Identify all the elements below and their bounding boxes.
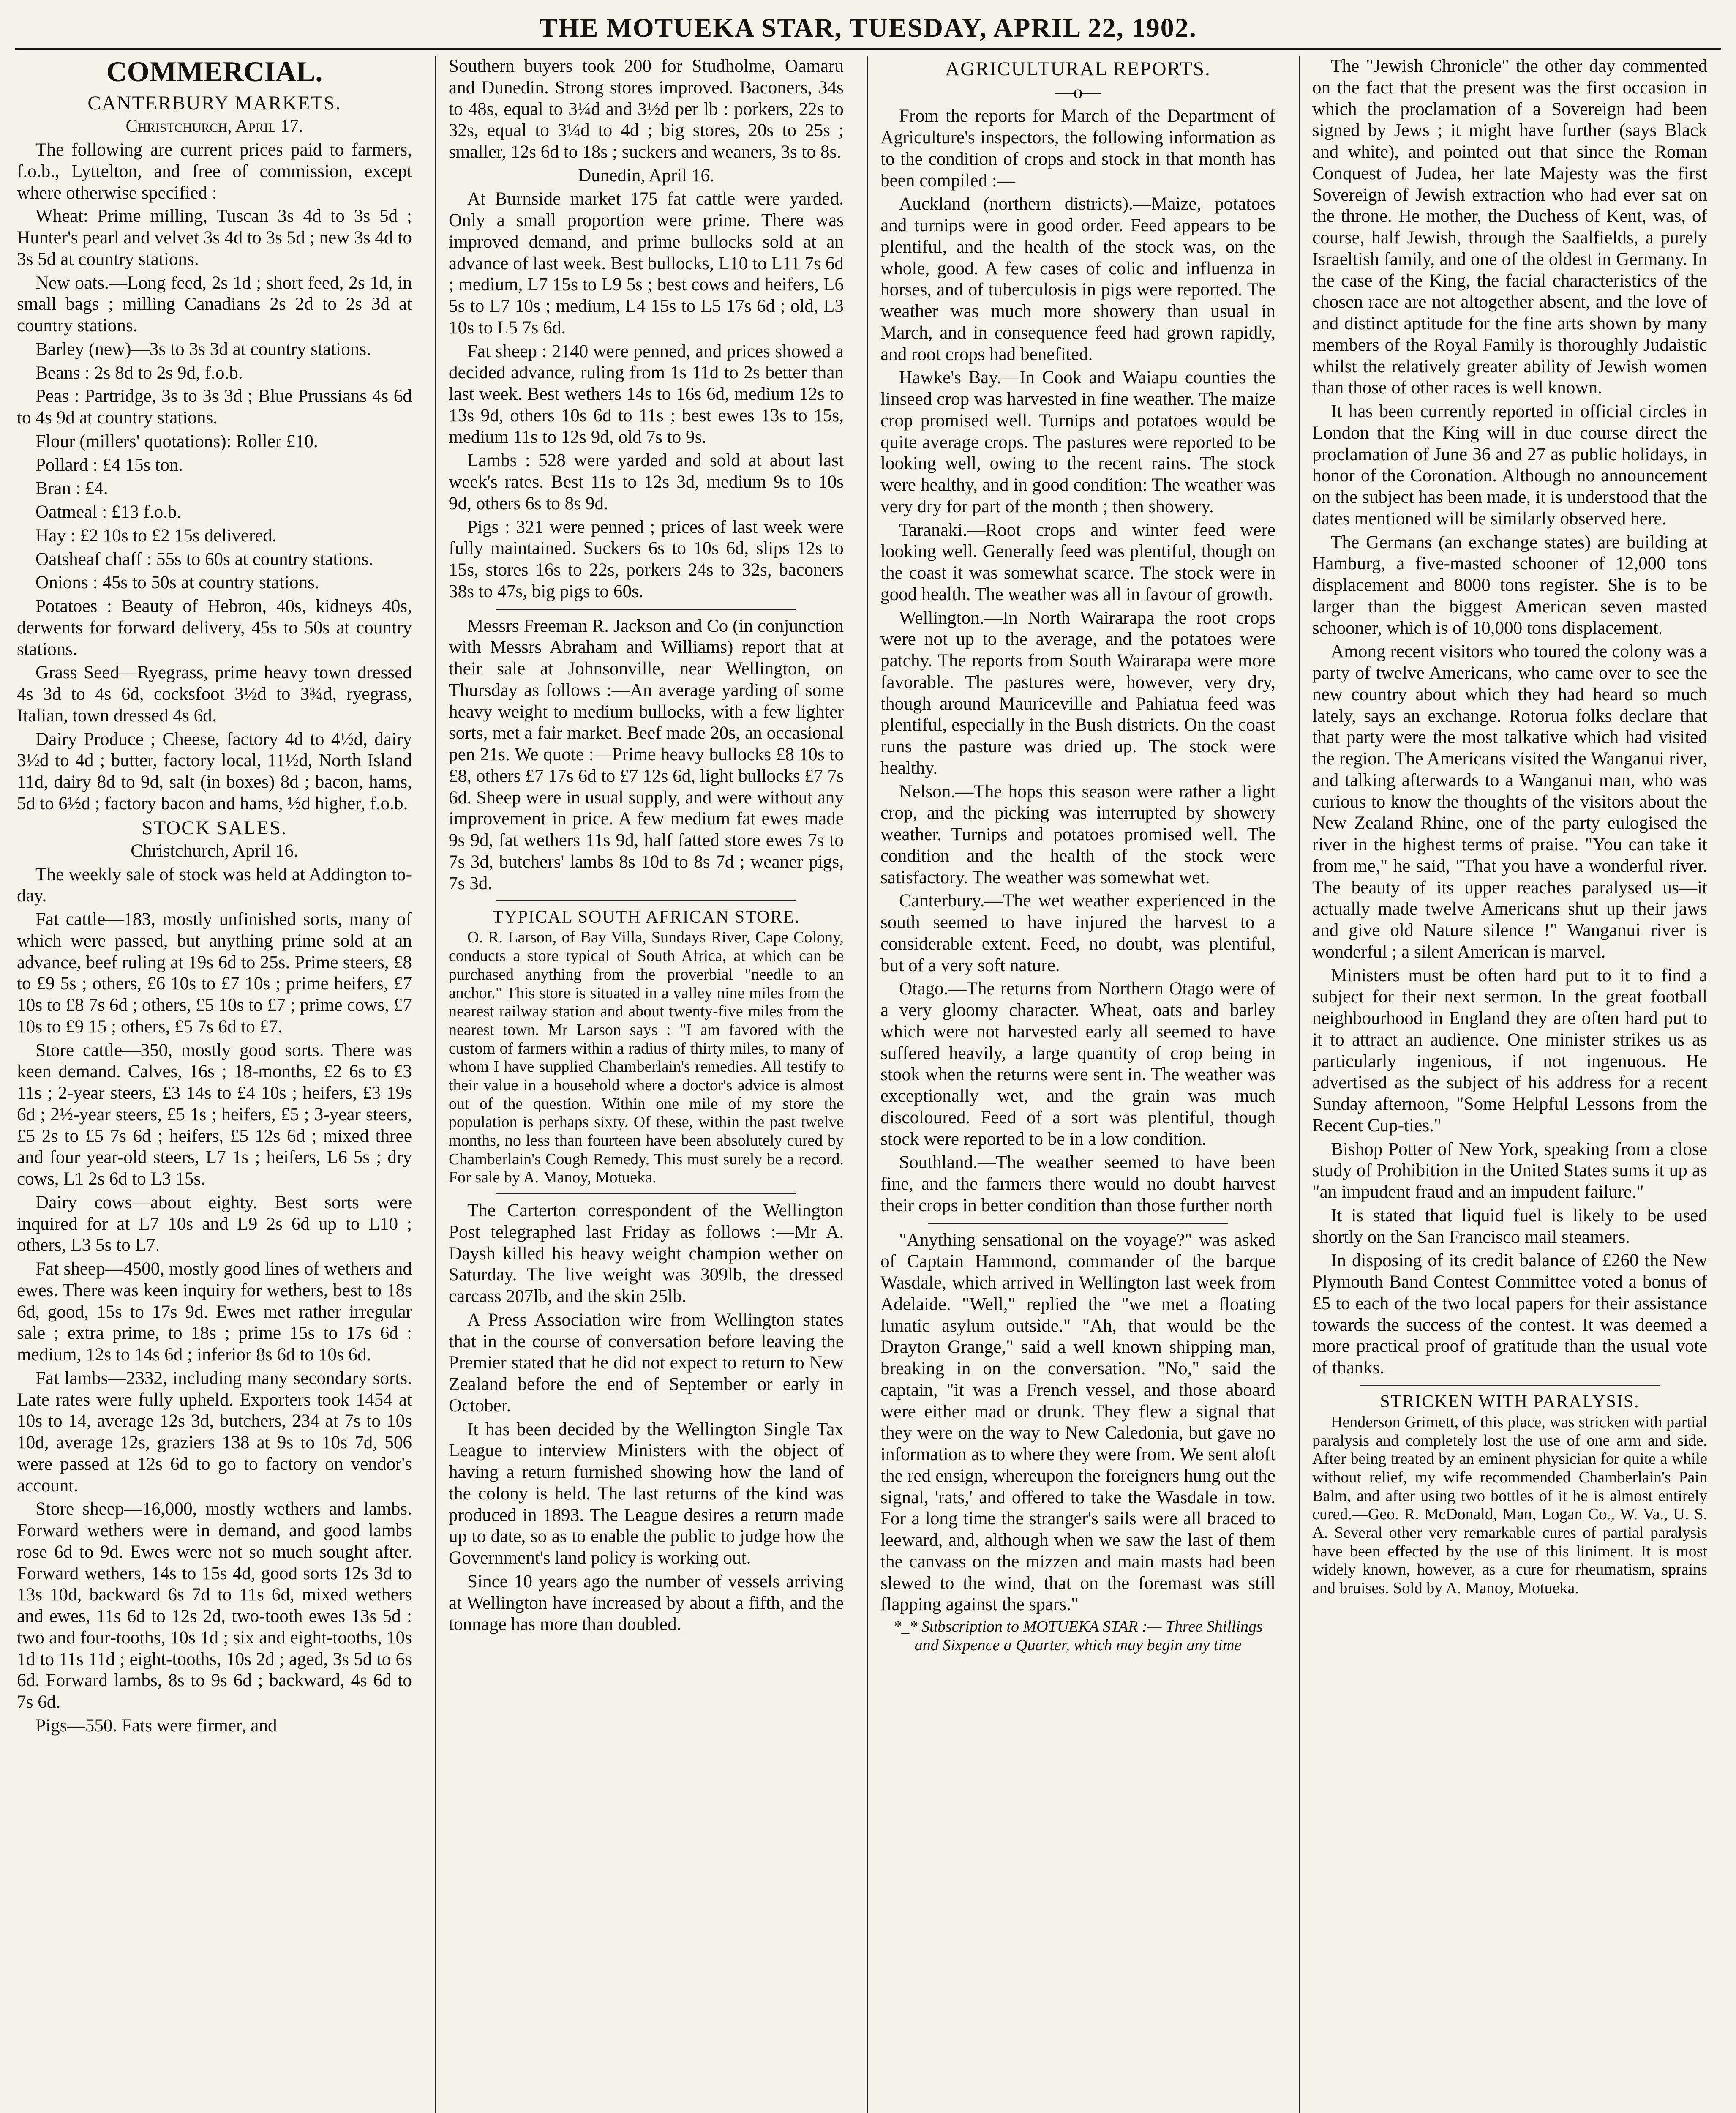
markets-para: Oatsheaf chaff : 55s to 60s at country stations. — [35, 549, 373, 569]
news-para: In disposing of its credit balance of £260 the New Plymouth Band Contest Committee voted a bonus of £5 to each of the two local papers for their assistance towards the success of the contest. It was deemed a more practical proof of gratitude than the usual vote of thanks. — [1312, 1250, 1707, 1378]
ornament-divider: —o— — [1055, 82, 1101, 102]
carterton-para: The Carterton correspondent of the Wellington Post telegraphed last Friday as follows :—Mr A. Daysh killed his heavy weight champion wether on Saturday. The live weight was 309lb, the dressed carcass 207lb, and the skin 25lb. — [449, 1201, 844, 1307]
masthead: THE MOTUEKA STAR, TUESDAY, APRIL 22, 1902. — [15, 8, 1721, 50]
subscription-notice: *_* Subscription to MOTUEKA STAR :— Three Shillings and Sixpence a Quarter, which may begin any time — [893, 1618, 1263, 1654]
vessels-para: Since 10 years ago the number of vessels arriving at Wellington have increased by about a fifth, and the tonnage has more than doubled. — [449, 1571, 844, 1635]
agri-para: Southland.—The weather seemed to have been fine, and the farmers there would no doubt harvest their crops in better condition than those further north — [880, 1152, 1275, 1215]
press-association-para: A Press Association wire from Wellington states that in the course of conversation before leaving the Premier stated that he did not expect to return to New Zealand before the end of September or early in October. — [449, 1310, 844, 1416]
column-2 — [449, 56, 844, 2113]
markets-para: Barley (new)—3s to 3s 3d at country stations. — [35, 339, 371, 359]
paralysis-heading: STRICKEN WITH PARALYSIS. — [1380, 1392, 1640, 1411]
south-african-store-heading: TYPICAL SOUTH AFRICAN STORE. — [492, 907, 800, 927]
agri-para: Wellington.—In North Wairarapa the root crops were not up to the average, and the potatoes were patchy. The reports from South Wairarapa were more favorable. The pastures were, however, very dry, though around Mauriceville and Pahiatua feed was plentiful, especially in the Bush districts. On the coast runs the pasture was dried up. The stock were healthy. — [880, 608, 1275, 778]
column-4 — [1312, 56, 1707, 2113]
markets-dateline: Christchurch, April 17. — [125, 116, 303, 136]
markets-para: Potatoes : Beauty of Hebron, 40s, kidneys 40s, derwents for forward delivery, 45s to 50s at country stations. — [17, 596, 412, 659]
stock-para: The weekly sale of stock was held at Addington to-day. — [17, 864, 412, 906]
agri-para: Auckland (northern districts).—Maize, potatoes and turnips were in good order. Feed appears to be plentiful, and the health of the stock was, on the whole, good. A few cases of colic and influenza in horses, and of tuberculosis in pigs were reported. The weather was much more showery than usual in March, and in consequence feed had grown rapidly, and root crops had benefited. — [880, 194, 1275, 364]
agri-para: Canterbury.—The wet weather experienced in the south seemed to have injured the harvest to a considerable extent. Feed, no doubt, was plentiful, but of a very soft nature. — [880, 891, 1275, 975]
section-divider — [496, 609, 796, 610]
stock-para: Fat cattle—183, mostly unfinished sorts, many of which were passed, but anything prime sold at an advance, beef ruling at 19s 6d to 25s. Prime steers, £8 to £9 5s ; others, £6 10s to £7 10s ; prime heifers, £7 10s to £8 7s 6d ; others, £5 10s to £7 ; prime cows, £7 10s to £9 15 ; others, £5 7s 6d to £7. — [17, 909, 412, 1037]
markets-para: Dairy Produce ; Cheese, factory 4d to 4½d, dairy 3½d to 4d ; butter, factory local, 11½d, North Island 11d, dairy 8d to 9d, salt (in boxes) 8d ; bacon, hams, 5d to 6½d ; factory bacon and hams, ½d higher, f.o.b. — [17, 729, 412, 814]
agri-para: Taranaki.—Root crops and winter feed were looking well. Generally feed was plentiful, though on the coast it was somewhat scarce. The stock were in good health. The weather was all in favour of growth. — [880, 520, 1275, 604]
news-para: Ministers must be often hard put to it to find a subject for their next sermon. In the great football neighbourhood in England they are often hard put to it to attract an audience. One minister strikes us as particularly ingenious, if not ingenuous. He advertised as the subject of his address for a recent Sunday afternoon, "Some Helpful Lessons from the Recent Cup-ties." — [1312, 965, 1707, 1136]
stock-para: Pigs—550. Fats were firmer, and — [35, 1715, 277, 1736]
stock-dateline: Christchurch, April 16. — [131, 841, 298, 861]
markets-para: Oatmeal : £13 f.o.b. — [35, 502, 182, 522]
news-para: The Germans (an exchange states) are building at Hamburg, a five-masted schooner of 12,000 tons displacement and 8000 tons register. She is to be larger than the biggest American seven masted schooner, which is of 10,000 tons displacement. — [1312, 532, 1707, 638]
markets-para: Pollard : £4 15s ton. — [35, 455, 183, 475]
agri-para: Hawke's Bay.—In Cook and Waiapu counties the linseed crop was harvested in fine weather. The maize crop promised well. Turnips and potatoes would be quite average crops. The pastures were reported to be looking well, owing to the recent rains. The stock were healthy, and in good condition: The weather was very dry for part of the month ; then showery. — [880, 368, 1275, 516]
voyage-story: "Anything sensational on the voyage?" was asked of Captain Hammond, commander of the barque Wasdale, which arrived in Wellington last week from Adelaide. "Well," replied the "we met a floating lunatic asylum outside." "Ah, that would be the Drayton Grange," said a well known shipping man, breaking in on the conversation. "No," said the captain, "it was a French vessel, and those aboard were either mad or drunk. They flew a signal that they were on the way to New Caledonia, but gave no information as to where they were from. We sent aloft the red ensign, whereupon the foreigners hung out the signal, 'rats,' and offered to take the Wasdale in tow. For a long time the stranger's sails were all braced to leeward, and, although when we saw the last of them the canvass on the mizzen and main masts had been slewed to the wind, that on the foremast was still flapping against the spars." — [880, 1230, 1275, 1615]
agri-para: Otago.—The returns from Northern Otago were of a very gloomy character. Wheat, oats and barley which were not harvested early all seemed to have suffered heavily, a large quantity of crop being in stook when the returns were sent in. The weather was exceptionally wet, and the grain was much discoloured. Feed of a sort was plentiful, though stock were reported to be in a low condition. — [880, 979, 1275, 1149]
markets-para: Peas : Partridge, 3s to 3s 3d ; Blue Prussians 4s 6d to 4s 9d at country stations. — [17, 386, 412, 428]
dunedin-para: Lambs : 528 were yarded and sold at about last week's rates. Best 11s to 12s 3d, medium 9s to 10s 9d, others 6s to 8s 9d. — [449, 450, 844, 513]
markets-para: Hay : £2 10s to £2 15s delivered. — [35, 525, 277, 546]
column-3 — [880, 56, 1275, 2113]
stock-para: Dairy cows—about eighty. Best sorts were inquired for at L7 10s and L9 2s 6d up to L10 ; others, L3 5s to L7. — [17, 1192, 412, 1256]
news-para: It has been currently reported in official circles in London that the King will in due course direct the proclamation of June 36 and 27 as public holidays, in honor of the Coronation. Although no announcement on the subject has been made, it is understood that the dates mentioned will be similarly observed here. — [1312, 401, 1707, 529]
section-divider — [1360, 1385, 1660, 1386]
continued-para: Southern buyers took 200 for Studholme, Oamaru and Dunedin. Strong stores improved. Baconers, 34s to 48s, equal to 3¼d and 3½d per lb : porkers, 22s to 32s, equal to 3¼d to 4d ; big stores, 20s to 25s ; smaller, 12s 6d to 18s ; suckers and weaners, 3s to 8s. — [449, 56, 844, 162]
news-para: Among recent visitors who toured the colony was a party of twelve Americans, who came over to see the new country about which they had heard so much lately, says an exchange. Rotorua folks declare that that party were the most talkative which had visited the region. The Americans visited the Wanganui river, and talking afterwards to a Wanganui man, who was curious to know the thoughts of the visitors about the New Zealand Rhine, one of the party eulogised the river in the highest terms of praise. "You can take it from me," he said, "That you have a wonderful river. The beauty of its upper reaches paralysed us—it actually made twelve Americans shut up their jaws and give old Nature silence !" Wanganui river is wonderful ; a silent American is marvel. — [1312, 642, 1707, 962]
column-1 — [17, 56, 412, 2113]
stock-para: Store sheep—16,000, mostly wethers and lambs. Forward wethers were in demand, and good lambs rose 6d to 9d. Ewes were not so much sought after. Forward wethers, 14s to 15s 4d, good sorts 12s 3d to 13s 10d, backward 6s 7d to 11s 6d, mixed wethers and ewes, 11s 6d to 12s 2d, two-tooth ewes 13s 5d : two and four-tooths, 10s 1d ; six and eight-tooths, 10s 1d to 11s 11d ; eight-tooths, 10s 2d ; aged, 3s 5d to 6s 6d. Forward lambs, 8s to 9s 6d ; backward, 4s 6d to 7s 6d. — [17, 1499, 412, 1712]
dunedin-para: Fat sheep : 2140 were penned, and prices showed a decided advance, ruling from 1s 11d to 2s better than last week. Best wethers 14s to 16s 6d, medium 12s to 13s 9d, others 10s 6d to 11s ; best ewes 13s to 15s, medium 11s to 12s 9d, old 7s to 9s. — [449, 341, 844, 447]
agricultural-reports-heading: AGRICULTURAL REPORTS. — [945, 58, 1211, 80]
south-african-store-text: O. R. Larson, of Bay Villa, Sundays River, Cape Colony, conducts a store typical of South Africa, at which can be purchased anything from the proverbial "needle to an anchor." This store is situated in a valley nine miles from the nearest railway station and about twenty-five miles from the nearest town. Mr Larson says : "I am favored with the custom of farmers within a radius of thirty miles, to many of whom I have supplied Chamberlain's remedies. All testify to their value in a household where a doctor's advice is almost out of the question. Within one mile of my store the population is perhaps sixty. Of these, within the past twelve months, no less than fourteen have been absolutely cured by Chamberlain's Cough Remedy. This must surely be a record. For sale by A. Manoy, Motueka. — [449, 928, 844, 1187]
column-rule — [867, 56, 868, 2113]
stock-para: Store cattle—350, mostly good sorts. There was keen demand. Calves, 16s ; 18-months, £2 6s to £3 11s ; 2-year steers, £3 14s to £4 10s ; heifers, £3 19s 6d ; 2½-year steers, £5 1s ; heifers, £5 ; 3-year steers, £5 2s to £5 7s 6d ; heifers, £5 12s 6d ; mixed three and four year-old steers, L7 1s ; heifers, L6 5s ; dry cows, L1 2s 6d to L3 15s. — [17, 1040, 412, 1189]
stock-sales-heading: STOCK SALES. — [142, 816, 287, 839]
agri-para: From the reports for March of the Department of Agriculture's inspectors, the following information as to the condition of crops and stock in that month has been compiled :— — [880, 106, 1275, 191]
agri-para: Nelson.—The hops this season were rather a light crop, and the picking was interrupted by showery weather. Turnips and potatoes promised well. The condition and the health of the stock were satisfactory. The weather was somewhat wet. — [880, 781, 1275, 887]
markets-para: New oats.—Long feed, 2s 1d ; short feed, 2s 1d, in small bags ; milling Canadians 2s 2d to 2s 3d at country stations. — [17, 273, 412, 336]
single-tax-league-para: It has been decided by the Wellington Single Tax League to interview Ministers with the object of having a return furnished showing how the land of the colony is held. The last returns of the kind was produced in 1893. The League desires a return made up to date, so as to enable the public to judge how the Government's land policy is working out. — [449, 1419, 844, 1568]
column-rule — [435, 56, 436, 2113]
stock-para: Fat lambs—2332, including many secondary sorts. Late rates were fully upheld. Exporters took 1454 at 10s to 14, average 12s 3d, butchers, 234 at 7s to 10s 10d, average 12s, graziers 138 at 9s to 10s 7d, 506 were passed at 12s 6d to go to factory on vendor's account. — [17, 1368, 412, 1496]
markets-para: Flour (millers' quotations): Roller £10. — [35, 431, 318, 451]
dunedin-para: At Burnside market 175 fat cattle were yarded. Only a small proportion were prime. There was improved demand, and prime bullocks sold at an advance of last week. Best bullocks, L10 to L11 7s 6d ; medium, L7 15s to L9 5s ; best cows and heifers, L6 5s to L7 10s ; medium, L4 15s to L5 17s 6d ; old, L3 10s to L5 7s 6d. — [449, 189, 844, 338]
markets-para: Grass Seed—Ryegrass, prime heavy town dressed 4s 3d to 4s 6d, cocksfoot 3½d to 3¾d, ryegrass, Italian, town dressed 4s 6d. — [17, 663, 412, 726]
stock-para: Fat sheep—4500, mostly good lines of wethers and ewes. There was keen inquiry for wethers, best to 18s 6d, good, 15s to 17s 9d. Ewes met rather irregular sale ; extra prime, to 18s ; prime 15s to 17s 6d : medium, 12s to 14s 6d ; inferior 8s 6d to 10s 6d. — [17, 1259, 412, 1365]
news-para: The "Jewish Chronicle" the other day commented on the fact that the present was the first occasion in which the proclamation of a Sovereign had been signed by Jews ; it might have further (says Black and white), and pointed out that since the Roman Conquest of Judea, her late Majesty was the first Sovereign of Jewish extraction who had ever sat on the throne. He mother, the Duchess of Kent, was, of course, half Jewish, through the Saalfields, a purely Israeltish family, and one of the oldest in Germany. In the case of the King, the facial characteristics of the chosen race are not altogether absent, and the love of and distinct aptitude for the fine arts shown by many members of the Royal Family is thoroughly Judaistic whilst the relatively greater ability of Jewish women than those of other races is well known. — [1312, 56, 1707, 398]
section-divider — [928, 1223, 1228, 1224]
section-title-commercial: COMMERCIAL. — [106, 56, 323, 87]
dunedin-dateline: Dunedin, April 16. — [578, 165, 714, 186]
markets-para: Bran : £4. — [35, 478, 108, 499]
news-para: Bishop Potter of New York, speaking from a close study of Prohibition in the United States sums it up as "an impudent fraud and an impudent failure." — [1312, 1139, 1707, 1202]
markets-para: Wheat: Prime milling, Tuscan 3s 4d to 3s 5d ; Hunter's pearl and velvet 3s 4d to 3s 5d ; new 3s 4d to 3s 5d at country stations. — [17, 206, 412, 269]
paralysis-advert: Henderson Grimett, of this place, was stricken with partial paralysis and completely lost the use of one arm and side. After being treated by an eminent physician for quite a while without relief, my wife recommended Chamberlain's Pain Balm, and after using two bottles of it he is almost entirely cured.—Geo. R. McDonald, Man, Logan Co., W. Va., U. S. A. Several other very remarkable cures of partial paralysis have been effected by the use of this liniment. It is most widely known, however, as a cure for rheumatism, sprains and bruises. Sold by A. Manoy, Motueka. — [1312, 1413, 1707, 1597]
section-divider — [496, 900, 796, 901]
markets-para: Beans : 2s 8d to 2s 9d, f.o.b. — [35, 363, 243, 383]
section-divider — [496, 1193, 796, 1194]
canterbury-markets-heading: CANTERBURY MARKETS. — [87, 92, 341, 114]
news-para: It is stated that liquid fuel is likely to be used shortly on the San Francisco mail steamers. — [1312, 1205, 1707, 1247]
markets-para: Onions : 45s to 50s at country stations. — [35, 573, 319, 593]
column-rule — [1299, 56, 1300, 2113]
markets-para: The following are current prices paid to farmers, f.o.b., Lyttelton, and free of commission, except where otherwise specified : — [17, 140, 412, 203]
dunedin-para: Pigs : 321 were penned ; prices of last week were fully maintained. Suckers 6s to 10s 6d, slips 12s to 15s, stores 16s to 22s, porkers 24s to 32s, baconers 38s to 47s, big pigs to 60s. — [449, 517, 844, 601]
freeman-jackson-report: Messrs Freeman R. Jackson and Co (in conjunction with Messrs Abraham and Williams) report that at their sale at Johnsonville, near Wellington, on Thursday as follows :—An average yarding of some heavy weight to medium bullocks, with a few lighter sorts, met a fair market. Beef made 20s, an occasional pen 21s. We quote :—Prime heavy bullocks £8 10s to £8, others £7 17s 6d to £7 12s 6d, light bullocks £7 7s 6d. Sheep were in usual supply, and were without any improvement in price. A few medium fat ewes made 9s 9d, fat wethers 11s 9d, half fatted store ewes 7s to 7s 3d, butchers' lambs 8s 10d to 8s 7d ; weaner pigs, 7s 3d. — [449, 616, 844, 893]
